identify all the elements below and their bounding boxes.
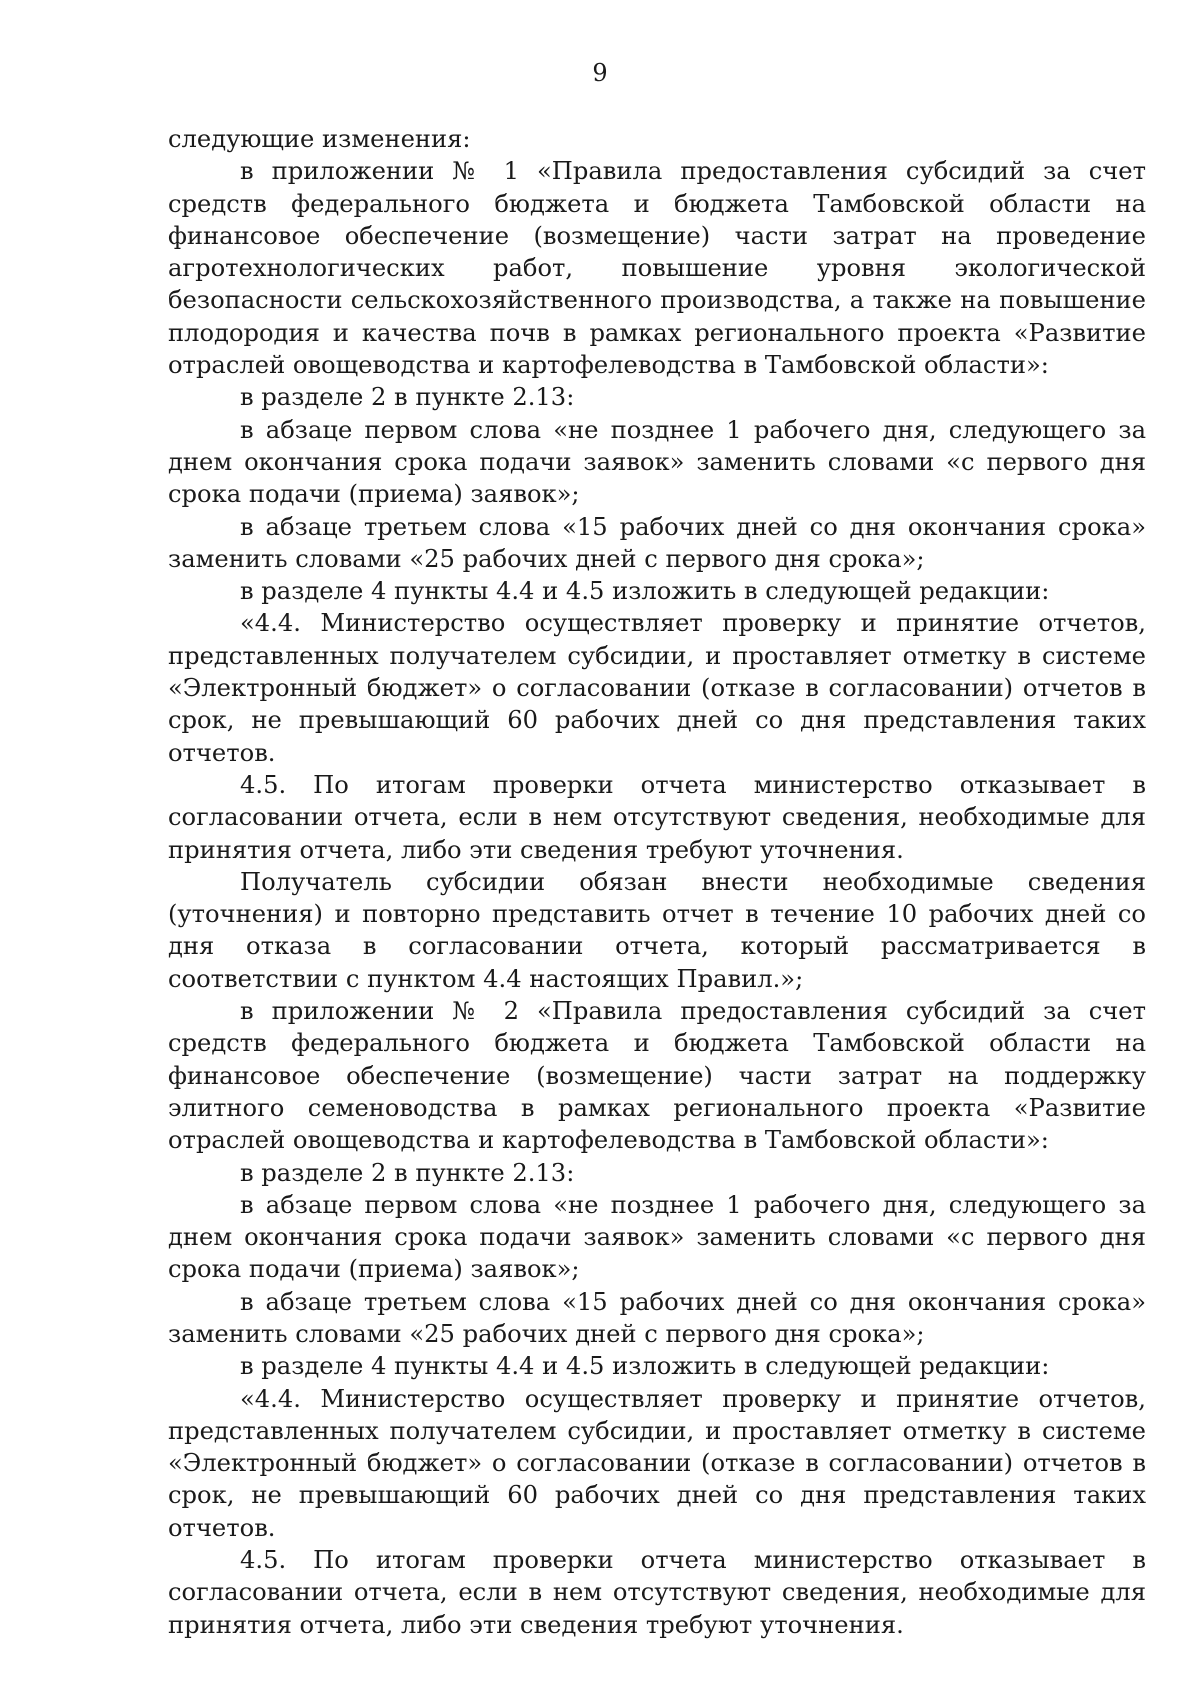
paragraph: 4.5. По итогам проверки отчета министерство отказывает в согласовании отчета, если в нем отсутствуют сведения, необходимые для принятия отчета, либо эти сведения требуют уточнения. [168, 770, 1146, 864]
paragraph: в абзаце первом слова «не позднее 1 рабочего дня, следующего за днем окончания срока подачи заявок» заменить словами «с первого дня срока подачи (приема) заявок»; [168, 1190, 1146, 1284]
paragraph: в абзаце первом слова «не позднее 1 рабочего дня, следующего за днем окончания срока подачи заявок» заменить словами «с первого дня срока подачи (приема) заявок»; [168, 415, 1146, 509]
paragraph: в разделе 4 пункты 4.4 и 4.5 изложить в следующей редакции: [240, 1352, 1050, 1381]
paragraph: в разделе 2 в пункте 2.13: [240, 383, 575, 412]
paragraph: в разделе 2 в пункте 2.13: [240, 1158, 575, 1187]
paragraph: 4.5. По итогам проверки отчета министерство отказывает в согласовании отчета, если в нем отсутствуют сведения, необходимые для принятия отчета, либо эти сведения требуют уточнения. [168, 1546, 1146, 1639]
paragraph: Получатель субсидии обязан внести необходимые сведения (уточнения) и повторно представить отчет в течение 10 рабочих дней со дня отказа в согласовании отчета, который рассматривается в соответствии с пунктом 4.4 настоящих Правил.»; [168, 867, 1146, 993]
paragraph: в приложении № 1 «Правила предоставления субсидий за счет средств федерального бюджета и бюджета Тамбовской области на финансовое обеспечение (возмещение) части затрат на проведение агротехнологических работ, повышение уровня экологической безопасности сельскохозяйственного производства, а также на повышение плодородия и качества почв в рамках регионального проекта «Развитие отраслей овощеводства и картофелеводства в Тамбовской области»: [168, 157, 1146, 380]
paragraph: в разделе 4 пункты 4.4 и 4.5 изложить в следующей редакции: [240, 577, 1050, 606]
paragraph: «4.4. Министерство осуществляет проверку и принятие отчетов, представленных получателем субсидии, и проставляет отметку в системе «Электронный бюджет» о согласовании (отказе в согласовании) отчетов в срок, не превышающий 60 рабочих дней со дня представления таких отчетов. [168, 609, 1146, 767]
paragraph: следующие изменения: [168, 125, 471, 153]
paragraph: в абзаце третьем слова «15 рабочих дней со дня окончания срока» заменить словами «25 рабочих дней с первого дня срока»; [168, 512, 1146, 573]
page-number: 9 [592, 59, 608, 87]
document-body [168, 123, 1146, 1641]
paragraph: в приложении № 2 «Правила предоставления субсидий за счет средств федерального бюджета и бюджета Тамбовской области на финансовое обеспечение (возмещение) части затрат на поддержку элитного семеноводства в рамках регионального проекта «Развитие отраслей овощеводства и картофелеводства в Тамбовской области»: [168, 997, 1146, 1155]
paragraph: «4.4. Министерство осуществляет проверку и принятие отчетов, представленных получателем субсидии, и проставляет отметку в системе «Электронный бюджет» о согласовании (отказе в согласовании) отчетов в срок, не превышающий 60 рабочих дней со дня представления таких отчетов. [168, 1384, 1146, 1542]
paragraph: в абзаце третьем слова «15 рабочих дней со дня окончания срока» заменить словами «25 рабочих дней с первого дня срока»; [168, 1287, 1146, 1348]
